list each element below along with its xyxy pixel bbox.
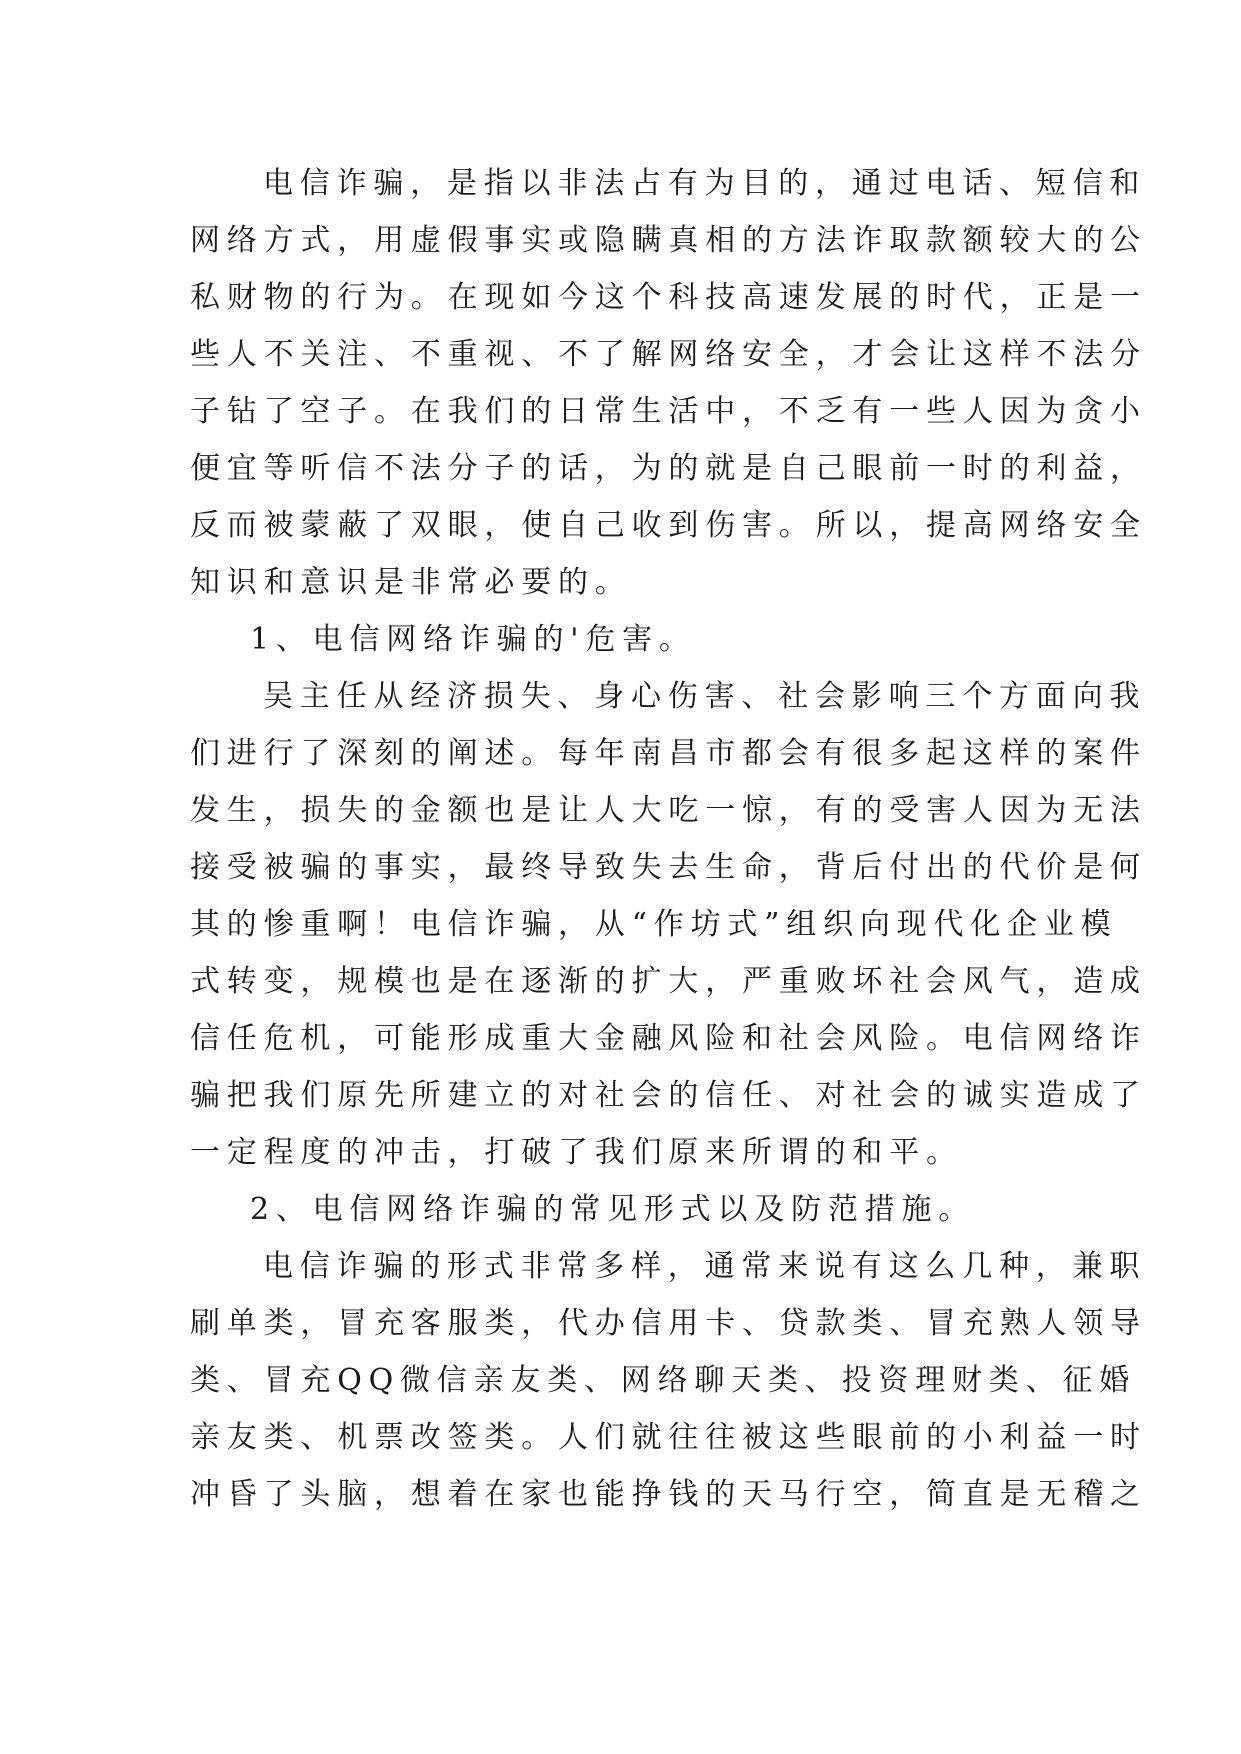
paragraph-line: 式转变，规模也是在逐渐的扩大，严重败坏社会风气，造成: [190, 964, 1147, 999]
paragraph-line: 骗把我们原先所建立的对社会的信任、对社会的诚实造成了: [190, 1078, 1147, 1113]
paragraph-line: 电信诈骗，是指以非法占有为目的，通过电话、短信和: [263, 166, 1147, 201]
paragraph-line: 私财物的行为。在现如今这个科技高速发展的时代，正是一: [190, 280, 1147, 315]
paragraph-line: 知识和意识是非常必要的。: [190, 565, 632, 600]
paragraph-line: 吴主任从经济损失、身心伤害、社会影响三个方面向我: [263, 679, 1147, 714]
paragraph-line: 信任危机，可能形成重大金融风险和社会风险。电信网络诈: [190, 1021, 1147, 1056]
paragraph-line: 刷单类，冒充客服类，代办信用卡、贷款类、冒充熟人领导: [190, 1306, 1147, 1341]
paragraph-line: 网络方式，用虚假事实或隐瞒真相的方法诈取款额较大的公: [190, 223, 1147, 258]
paragraph-line: 接受被骗的事实，最终导致失去生命，背后付出的代价是何: [190, 850, 1147, 885]
paragraph-line: 发生，损失的金额也是让人大吃一惊，有的受害人因为无法: [190, 793, 1147, 828]
paragraph-line: 子钻了空子。在我们的日常生活中，不乏有一些人因为贪小: [190, 394, 1147, 429]
paragraph-line: 便宜等听信不法分子的话，为的就是自己眼前一时的利益，: [190, 451, 1147, 486]
section-heading-1: 1、电信网络诈骗的'危害。: [250, 622, 696, 657]
paragraph-line: 些人不关注、不重视、不了解网络安全，才会让这样不法分: [190, 337, 1147, 372]
document-body: [190, 155, 1147, 1523]
paragraph-line: 一定程度的冲击，打破了我们原来所谓的和平。: [190, 1135, 963, 1170]
paragraph-line: 冲昏了头脑，想着在家也能挣钱的天马行空，简直是无稽之: [190, 1477, 1147, 1512]
section-heading-2: 2、电信网络诈骗的常见形式以及防范措施。: [250, 1192, 976, 1227]
paragraph-line: 亲友类、机票改签类。人们就往往被这些眼前的小利益一时: [190, 1420, 1147, 1455]
paragraph-line: 反而被蒙蔽了双眼，使自己收到伤害。所以，提高网络安全: [190, 508, 1147, 543]
paragraph-line: 们进行了深刻的阐述。每年南昌市都会有很多起这样的案件: [190, 736, 1147, 771]
paragraph-line: 电信诈骗的形式非常多样，通常来说有这么几种，兼职: [263, 1249, 1147, 1284]
paragraph-line: 其的惨重啊！电信诈骗，从“作坊式”组织向现代化企业模: [190, 907, 1118, 942]
paragraph-line: 类、冒充QQ微信亲友类、网络聊天类、投资理财类、征婚: [190, 1363, 1136, 1398]
